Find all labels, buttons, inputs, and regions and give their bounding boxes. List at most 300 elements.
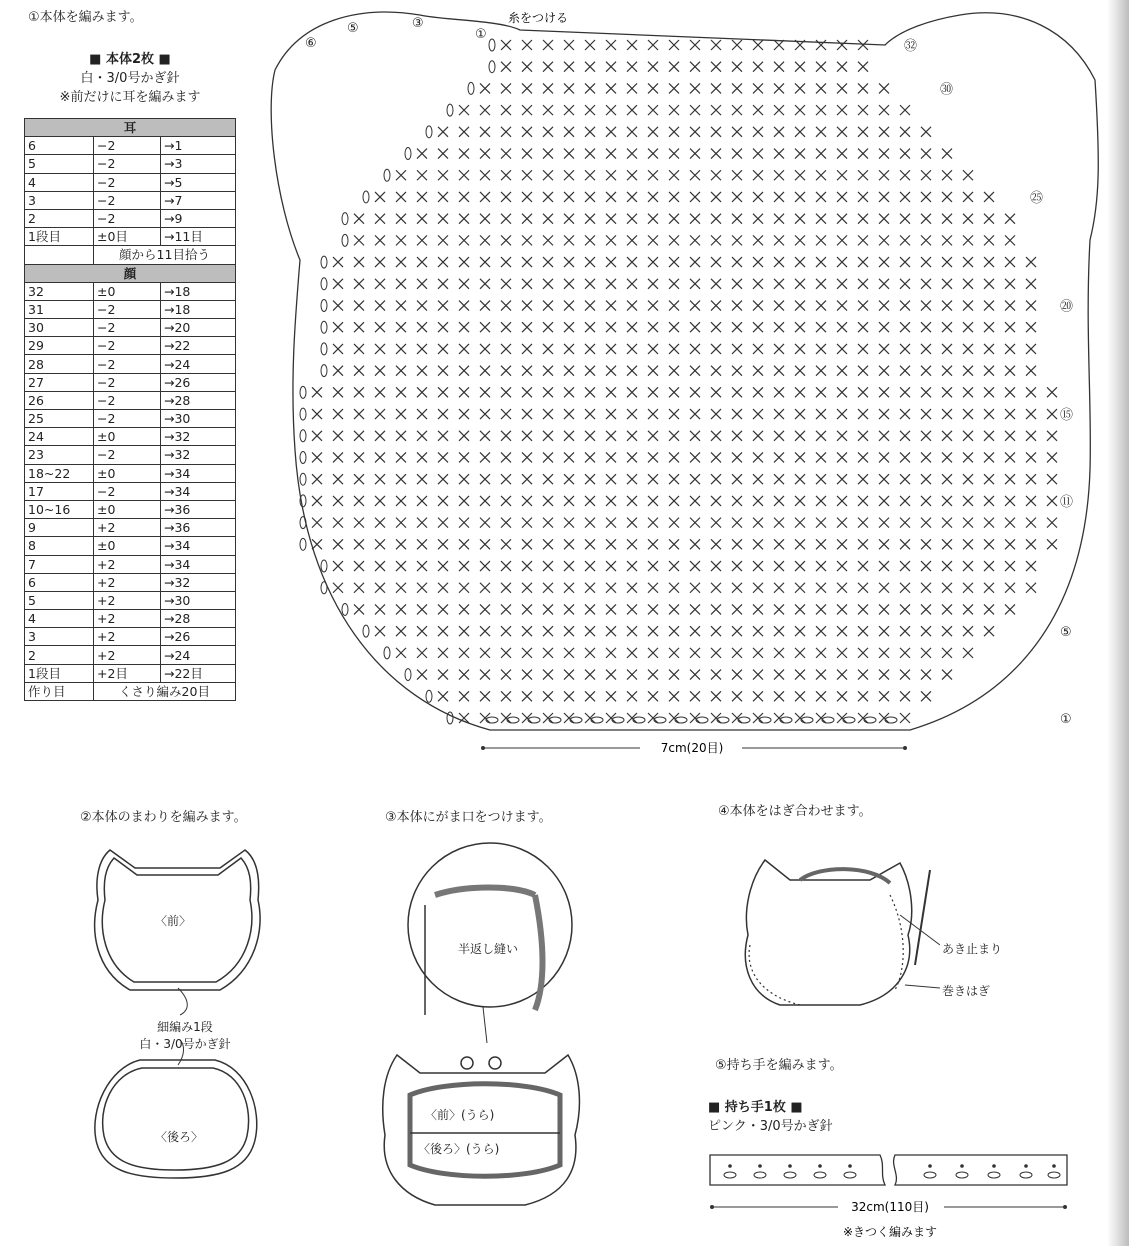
- single-crochet-stitch: [837, 301, 847, 311]
- single-crochet-stitch: [1026, 366, 1036, 376]
- single-crochet-stitch: [501, 192, 511, 202]
- single-crochet-stitch: [585, 40, 595, 50]
- single-crochet-stitch: [669, 452, 679, 462]
- single-crochet-stitch: [543, 561, 553, 571]
- single-crochet-stitch: [585, 626, 595, 636]
- turning-chain: [489, 61, 495, 73]
- single-crochet-stitch: [921, 561, 931, 571]
- single-crochet-stitch: [480, 83, 490, 93]
- head-row: [25, 410, 236, 428]
- single-crochet-stitch: [690, 626, 700, 636]
- head-cell: →26: [161, 373, 236, 391]
- single-crochet-stitch: [564, 409, 574, 419]
- turning-chain: [426, 126, 432, 138]
- single-crochet-stitch: [732, 344, 742, 354]
- single-crochet-stitch: [1026, 301, 1036, 311]
- single-crochet-stitch: [711, 344, 721, 354]
- single-crochet-stitch: [543, 192, 553, 202]
- single-crochet-stitch: [669, 279, 679, 289]
- single-crochet-stitch: [396, 170, 406, 180]
- head-cell: −2: [94, 319, 161, 337]
- single-crochet-stitch: [543, 149, 553, 159]
- head-cell: +2: [94, 519, 161, 537]
- single-crochet-stitch: [606, 279, 616, 289]
- single-crochet-stitch: [1047, 409, 1057, 419]
- single-crochet-stitch: [333, 387, 343, 397]
- single-crochet-stitch: [606, 496, 616, 506]
- single-crochet-stitch: [648, 127, 658, 137]
- single-crochet-stitch: [480, 474, 490, 484]
- head-row: [25, 446, 236, 464]
- step4-illustration: [740, 855, 940, 1015]
- single-crochet-stitch: [585, 83, 595, 93]
- single-crochet-stitch: [984, 257, 994, 267]
- single-crochet-stitch: [627, 192, 637, 202]
- single-crochet-stitch: [648, 344, 658, 354]
- single-crochet-stitch: [837, 279, 847, 289]
- single-crochet-stitch: [984, 496, 994, 506]
- single-crochet-stitch: [564, 214, 574, 224]
- single-crochet-stitch: [564, 626, 574, 636]
- single-crochet-stitch: [837, 344, 847, 354]
- single-crochet-stitch: [837, 539, 847, 549]
- single-crochet-stitch: [480, 431, 490, 441]
- ear-cell: 3: [25, 191, 94, 209]
- single-crochet-stitch: [900, 474, 910, 484]
- single-crochet-stitch: [501, 322, 511, 332]
- single-crochet-stitch: [900, 322, 910, 332]
- turning-chain: [321, 300, 327, 312]
- needle-icon: [915, 870, 930, 965]
- single-crochet-stitch: [795, 691, 805, 701]
- single-crochet-stitch: [417, 670, 427, 680]
- single-crochet-stitch: [732, 149, 742, 159]
- single-crochet-stitch: [879, 670, 889, 680]
- single-crochet-stitch: [837, 561, 847, 571]
- single-crochet-stitch: [627, 409, 637, 419]
- single-crochet-stitch: [1026, 474, 1036, 484]
- head-cell: →34: [161, 555, 236, 573]
- single-crochet-stitch: [795, 409, 805, 419]
- single-crochet-stitch: [1005, 583, 1015, 593]
- single-crochet-stitch: [543, 301, 553, 311]
- single-crochet-stitch: [795, 344, 805, 354]
- single-crochet-stitch: [879, 561, 889, 571]
- single-crochet-stitch: [858, 301, 868, 311]
- single-crochet-stitch: [606, 257, 616, 267]
- single-crochet-stitch: [459, 604, 469, 614]
- single-crochet-stitch: [312, 431, 322, 441]
- single-crochet-stitch: [732, 127, 742, 137]
- single-crochet-stitch: [417, 409, 427, 419]
- single-crochet-stitch: [921, 604, 931, 614]
- single-crochet-stitch: [627, 40, 637, 50]
- single-crochet-stitch: [753, 496, 763, 506]
- single-crochet-stitch: [690, 83, 700, 93]
- single-crochet-stitch: [816, 366, 826, 376]
- single-crochet-stitch: [606, 127, 616, 137]
- single-crochet-stitch: [669, 344, 679, 354]
- single-crochet-stitch: [711, 452, 721, 462]
- single-crochet-stitch: [585, 105, 595, 115]
- single-crochet-stitch: [606, 192, 616, 202]
- single-crochet-stitch: [417, 235, 427, 245]
- single-crochet-stitch: [690, 127, 700, 137]
- single-crochet-stitch: [732, 322, 742, 332]
- single-crochet-stitch: [837, 127, 847, 137]
- single-crochet-stitch: [774, 214, 784, 224]
- head-cell: −2: [94, 391, 161, 409]
- single-crochet-stitch: [921, 518, 931, 528]
- single-crochet-stitch: [669, 235, 679, 245]
- single-crochet-stitch: [648, 561, 658, 571]
- single-crochet-stitch: [921, 539, 931, 549]
- ear-cell: −2: [94, 173, 161, 191]
- head-cell: 30: [25, 319, 94, 337]
- single-crochet-stitch: [816, 496, 826, 506]
- single-crochet-stitch: [627, 670, 637, 680]
- single-crochet-stitch: [711, 192, 721, 202]
- single-crochet-stitch: [690, 387, 700, 397]
- single-crochet-stitch: [690, 604, 700, 614]
- single-crochet-stitch: [942, 366, 952, 376]
- single-crochet-stitch: [1026, 409, 1036, 419]
- single-crochet-stitch: [795, 539, 805, 549]
- single-crochet-stitch: [627, 561, 637, 571]
- single-crochet-stitch: [921, 387, 931, 397]
- single-crochet-stitch: [354, 322, 364, 332]
- head-cell: −2: [94, 446, 161, 464]
- single-crochet-stitch: [438, 366, 448, 376]
- single-crochet-stitch: [690, 496, 700, 506]
- single-crochet-stitch: [501, 62, 511, 72]
- single-crochet-stitch: [921, 279, 931, 289]
- single-crochet-stitch: [438, 518, 448, 528]
- single-crochet-stitch: [711, 257, 721, 267]
- head-cell: →36: [161, 519, 236, 537]
- single-crochet-stitch: [984, 561, 994, 571]
- single-crochet-stitch: [900, 431, 910, 441]
- single-crochet-stitch: [543, 409, 553, 419]
- single-crochet-stitch: [669, 670, 679, 680]
- head-cell: →28: [161, 391, 236, 409]
- head-cell: 9: [25, 519, 94, 537]
- single-crochet-stitch: [753, 539, 763, 549]
- foundation-label: 作り目: [25, 682, 94, 700]
- single-crochet-stitch: [648, 214, 658, 224]
- single-crochet-stitch: [732, 62, 742, 72]
- single-crochet-stitch: [816, 431, 826, 441]
- single-crochet-stitch: [879, 257, 889, 267]
- single-crochet-stitch: [417, 626, 427, 636]
- single-crochet-stitch: [417, 170, 427, 180]
- single-crochet-stitch: [522, 301, 532, 311]
- single-crochet-stitch: [1005, 474, 1015, 484]
- single-crochet-stitch: [669, 604, 679, 614]
- turning-chain: [489, 39, 495, 51]
- handle-color: ピンク・3/0号かぎ針: [708, 1119, 833, 1134]
- single-crochet-stitch: [795, 257, 805, 267]
- single-crochet-stitch: [585, 301, 595, 311]
- turning-chain: [363, 625, 369, 637]
- single-crochet-stitch: [879, 83, 889, 93]
- single-crochet-stitch: [984, 322, 994, 332]
- single-crochet-stitch: [753, 474, 763, 484]
- ear-cell: 4: [25, 173, 94, 191]
- single-crochet-stitch: [963, 344, 973, 354]
- single-crochet-stitch: [816, 539, 826, 549]
- head-row: [25, 482, 236, 500]
- single-crochet-stitch: [879, 192, 889, 202]
- single-crochet-stitch: [942, 170, 952, 180]
- single-crochet-stitch: [963, 170, 973, 180]
- single-crochet-stitch: [438, 235, 448, 245]
- single-crochet-stitch: [879, 409, 889, 419]
- single-crochet-stitch: [816, 648, 826, 658]
- handle-slip-stitch: [758, 1164, 762, 1168]
- single-crochet-stitch: [501, 235, 511, 245]
- single-crochet-stitch: [921, 127, 931, 137]
- single-crochet-stitch: [942, 279, 952, 289]
- single-crochet-stitch: [963, 452, 973, 462]
- single-crochet-stitch: [732, 518, 742, 528]
- single-crochet-stitch: [354, 561, 364, 571]
- single-crochet-stitch: [942, 474, 952, 484]
- single-crochet-stitch: [816, 344, 826, 354]
- single-crochet-stitch: [774, 583, 784, 593]
- single-crochet-stitch: [753, 105, 763, 115]
- single-crochet-stitch: [333, 366, 343, 376]
- single-crochet-stitch: [669, 387, 679, 397]
- single-crochet-stitch: [690, 648, 700, 658]
- handle-chain-stitch: [1020, 1172, 1032, 1178]
- single-crochet-stitch: [480, 387, 490, 397]
- single-crochet-stitch: [879, 105, 889, 115]
- single-crochet-stitch: [480, 127, 490, 137]
- single-crochet-stitch: [774, 170, 784, 180]
- single-crochet-stitch: [417, 192, 427, 202]
- single-crochet-stitch: [942, 561, 952, 571]
- single-crochet-stitch: [501, 149, 511, 159]
- single-crochet-stitch: [375, 235, 385, 245]
- head-cell: −2: [94, 410, 161, 428]
- single-crochet-stitch: [753, 561, 763, 571]
- single-crochet-stitch: [963, 366, 973, 376]
- head-cell: +2: [94, 555, 161, 573]
- single-crochet-stitch: [879, 431, 889, 441]
- single-crochet-stitch: [774, 192, 784, 202]
- single-crochet-stitch: [375, 496, 385, 506]
- single-crochet-stitch: [396, 301, 406, 311]
- single-crochet-stitch: [606, 626, 616, 636]
- single-crochet-stitch: [942, 496, 952, 506]
- head-cell: −2: [94, 337, 161, 355]
- single-crochet-stitch: [900, 149, 910, 159]
- single-crochet-stitch: [795, 301, 805, 311]
- turning-chain: [300, 473, 306, 485]
- single-crochet-stitch: [774, 235, 784, 245]
- single-crochet-stitch: [816, 301, 826, 311]
- single-crochet-stitch: [606, 604, 616, 614]
- single-crochet-stitch: [627, 648, 637, 658]
- single-crochet-stitch: [900, 279, 910, 289]
- single-crochet-stitch: [795, 235, 805, 245]
- single-crochet-stitch: [774, 409, 784, 419]
- single-crochet-stitch: [690, 322, 700, 332]
- single-crochet-stitch: [1047, 496, 1057, 506]
- single-crochet-stitch: [669, 713, 679, 723]
- single-crochet-stitch: [480, 713, 490, 723]
- single-crochet-stitch: [879, 713, 889, 723]
- single-crochet-stitch: [522, 409, 532, 419]
- single-crochet-stitch: [501, 670, 511, 680]
- single-crochet-stitch: [711, 431, 721, 441]
- single-crochet-stitch: [837, 366, 847, 376]
- head-cell: →18: [161, 282, 236, 300]
- single-crochet-stitch: [564, 62, 574, 72]
- single-crochet-stitch: [669, 192, 679, 202]
- single-crochet-stitch: [816, 235, 826, 245]
- single-crochet-stitch: [921, 344, 931, 354]
- turning-chain: [363, 191, 369, 203]
- single-crochet-stitch: [522, 604, 532, 614]
- single-crochet-stitch: [648, 235, 658, 245]
- single-crochet-stitch: [648, 518, 658, 528]
- head-cell: −2: [94, 355, 161, 373]
- single-crochet-stitch: [753, 366, 763, 376]
- single-crochet-stitch: [795, 279, 805, 289]
- single-crochet-stitch: [984, 214, 994, 224]
- single-crochet-stitch: [522, 127, 532, 137]
- single-crochet-stitch: [984, 474, 994, 484]
- single-crochet-stitch: [1005, 257, 1015, 267]
- single-crochet-stitch: [375, 409, 385, 419]
- single-crochet-stitch: [690, 452, 700, 462]
- single-crochet-stitch: [879, 235, 889, 245]
- single-crochet-stitch: [396, 626, 406, 636]
- single-crochet-stitch: [753, 691, 763, 701]
- single-crochet-stitch: [606, 105, 616, 115]
- single-crochet-stitch: [816, 604, 826, 614]
- ear-cell: 2: [25, 209, 94, 227]
- single-crochet-stitch: [543, 452, 553, 462]
- single-crochet-stitch: [984, 409, 994, 419]
- single-crochet-stitch: [837, 149, 847, 159]
- ear-cell: 1段目: [25, 228, 94, 246]
- single-crochet-stitch: [732, 474, 742, 484]
- single-crochet-stitch: [459, 387, 469, 397]
- turning-chain: [321, 343, 327, 355]
- single-crochet-stitch: [900, 127, 910, 137]
- head-row: [25, 300, 236, 318]
- head-cell: ±0: [94, 500, 161, 518]
- single-crochet-stitch: [564, 235, 574, 245]
- single-crochet-stitch: [543, 626, 553, 636]
- single-crochet-stitch: [501, 387, 511, 397]
- single-crochet-stitch: [375, 192, 385, 202]
- single-crochet-stitch: [354, 279, 364, 289]
- single-crochet-stitch: [669, 496, 679, 506]
- single-crochet-stitch: [711, 83, 721, 93]
- single-crochet-stitch: [480, 235, 490, 245]
- single-crochet-stitch: [690, 105, 700, 115]
- single-crochet-stitch: [1026, 583, 1036, 593]
- single-crochet-stitch: [816, 670, 826, 680]
- single-crochet-stitch: [795, 149, 805, 159]
- single-crochet-stitch: [543, 604, 553, 614]
- single-crochet-stitch: [732, 452, 742, 462]
- single-crochet-stitch: [816, 322, 826, 332]
- single-crochet-stitch: [585, 431, 595, 441]
- single-crochet-stitch: [480, 518, 490, 528]
- single-crochet-stitch: [375, 518, 385, 528]
- front-inside-label: 〈前〉(うら): [425, 1108, 495, 1122]
- single-crochet-stitch: [606, 691, 616, 701]
- opening-stop-label: あき止まり: [942, 942, 1003, 956]
- handle-chain-stitch: [844, 1172, 856, 1178]
- single-crochet-stitch: [459, 496, 469, 506]
- single-crochet-stitch: [942, 604, 952, 614]
- single-crochet-stitch: [522, 670, 532, 680]
- single-crochet-stitch: [858, 127, 868, 137]
- single-crochet-stitch: [354, 257, 364, 267]
- single-crochet-stitch: [627, 149, 637, 159]
- single-crochet-stitch: [1005, 344, 1015, 354]
- single-crochet-stitch: [921, 431, 931, 441]
- single-crochet-stitch: [753, 214, 763, 224]
- single-crochet-stitch: [543, 279, 553, 289]
- single-crochet-stitch: [711, 170, 721, 180]
- single-crochet-stitch: [900, 670, 910, 680]
- single-crochet-stitch: [522, 561, 532, 571]
- single-crochet-stitch: [795, 626, 805, 636]
- head-cell: ±0: [94, 428, 161, 446]
- single-crochet-stitch: [606, 583, 616, 593]
- ear-row: [25, 228, 236, 246]
- single-crochet-stitch: [543, 539, 553, 549]
- single-crochet-stitch: [333, 474, 343, 484]
- single-crochet-stitch: [1026, 279, 1036, 289]
- single-crochet-stitch: [417, 496, 427, 506]
- single-crochet-stitch: [480, 214, 490, 224]
- handle-chain-stitch: [956, 1172, 968, 1178]
- single-crochet-stitch: [900, 170, 910, 180]
- single-crochet-stitch: [879, 518, 889, 528]
- ear-table-note: 顔から11目拾う: [94, 246, 236, 264]
- single-crochet-stitch: [900, 713, 910, 723]
- single-crochet-stitch: [753, 604, 763, 614]
- head-cell: 23: [25, 446, 94, 464]
- single-crochet-stitch: [543, 366, 553, 376]
- single-crochet-stitch: [312, 387, 322, 397]
- single-crochet-stitch: [627, 539, 637, 549]
- single-crochet-stitch: [396, 539, 406, 549]
- single-crochet-stitch: [942, 409, 952, 419]
- single-crochet-stitch: [480, 170, 490, 180]
- single-crochet-stitch: [753, 431, 763, 441]
- single-crochet-stitch: [732, 604, 742, 614]
- single-crochet-stitch: [606, 366, 616, 376]
- head-cell: 27: [25, 373, 94, 391]
- single-crochet-stitch: [648, 83, 658, 93]
- single-crochet-stitch: [690, 366, 700, 376]
- single-crochet-stitch: [438, 539, 448, 549]
- single-crochet-stitch: [690, 431, 700, 441]
- single-crochet-stitch: [480, 192, 490, 202]
- single-crochet-stitch: [879, 149, 889, 159]
- single-crochet-stitch: [333, 344, 343, 354]
- single-crochet-stitch: [648, 105, 658, 115]
